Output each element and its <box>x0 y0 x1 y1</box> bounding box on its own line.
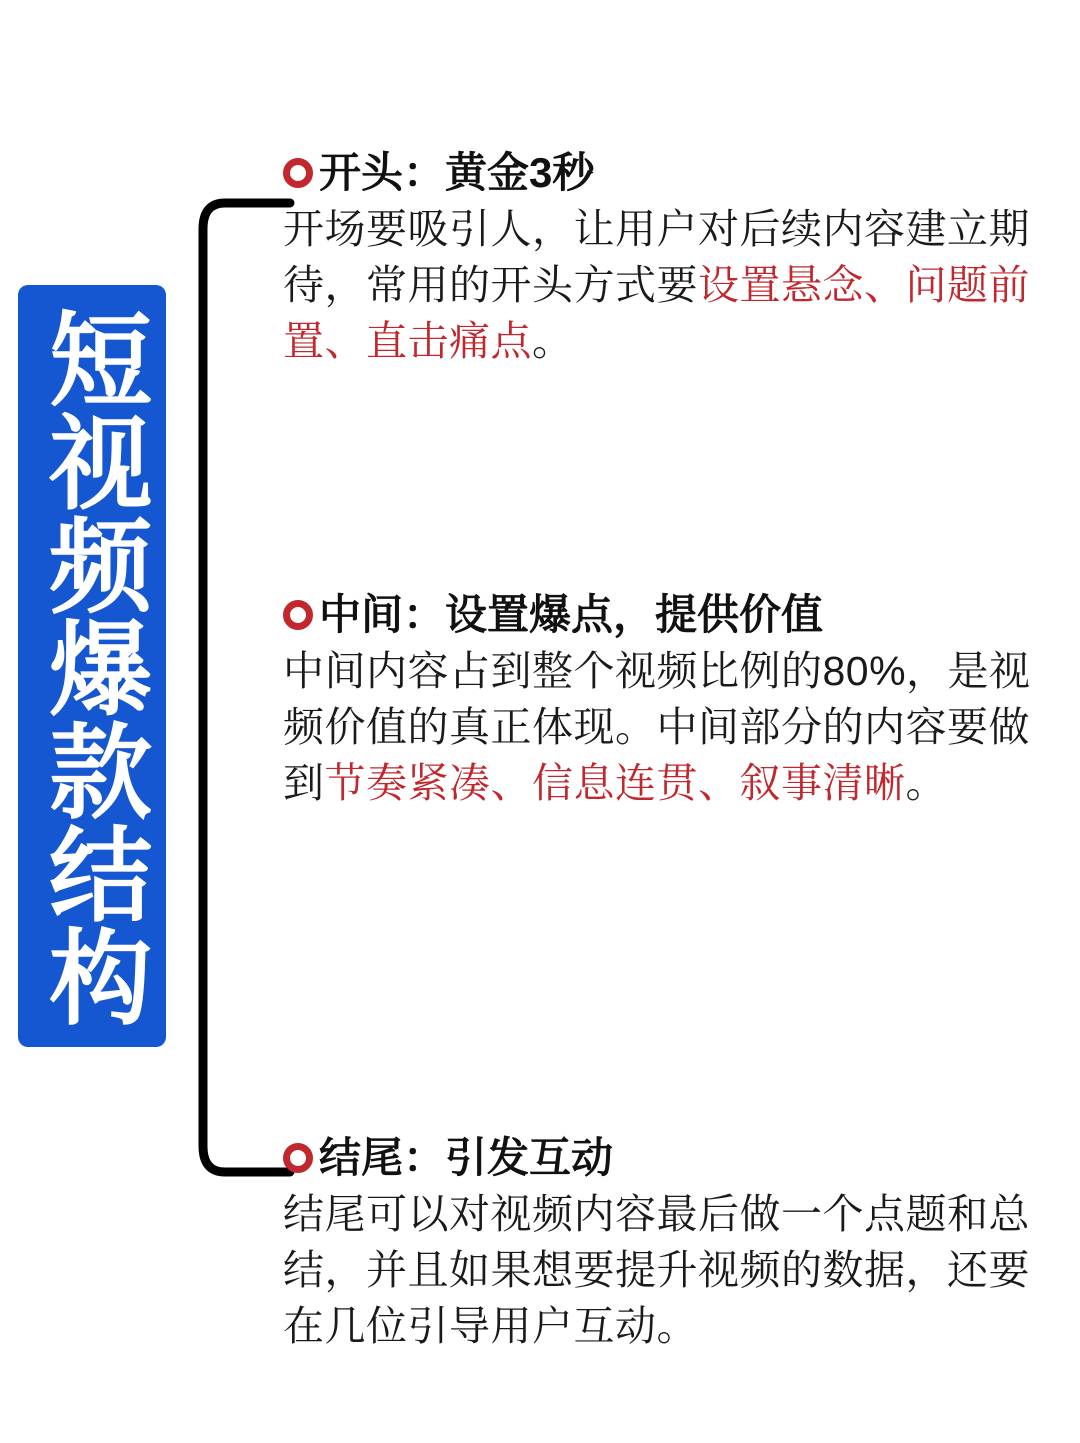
body-text-plain: 结尾可以对视频内容最后做一个点题和总结，并且如果想要提升视频的数据，还要在几位引导用户互动。 <box>283 1191 1030 1349</box>
section-title: 开头：黄金3秒 <box>319 149 595 196</box>
body-text-plain: 中间内容占到整个视频比例的80%，是视频价值的真正体现。中间部分的内容要做到 <box>283 648 1031 806</box>
section-opening <box>283 150 1053 369</box>
section-body <box>283 1187 1053 1354</box>
section-title: 结尾：引发互动 <box>319 1134 614 1181</box>
section-title: 中间：设置爆点，提供价值 <box>319 591 824 638</box>
section-body <box>283 644 1053 811</box>
title-block <box>18 285 166 1047</box>
body-text-highlight: 节奏紧凑、信息连贯、叙事清晰 <box>324 759 906 806</box>
bracket-connector <box>185 195 295 1180</box>
circle-outline-icon <box>283 1143 313 1173</box>
body-text-tail: 。 <box>905 759 947 806</box>
circle-outline-icon <box>283 600 313 630</box>
page-title: 短视频爆款结构 <box>34 305 150 1027</box>
section-header <box>283 1135 1053 1181</box>
body-text-highlight: 设置悬念、问题前置、直击痛点 <box>283 261 1030 364</box>
section-ending <box>283 1135 1053 1354</box>
body-text-plain: 开场要吸引人，让用户对后续内容建立期待，常用的开头方式要 <box>283 206 1030 308</box>
section-body <box>283 202 1053 369</box>
circle-outline-icon <box>283 158 313 188</box>
body-text-tail: 。 <box>532 317 574 364</box>
section-header <box>283 150 1053 196</box>
section-middle <box>283 592 1053 811</box>
section-header <box>283 592 1053 638</box>
